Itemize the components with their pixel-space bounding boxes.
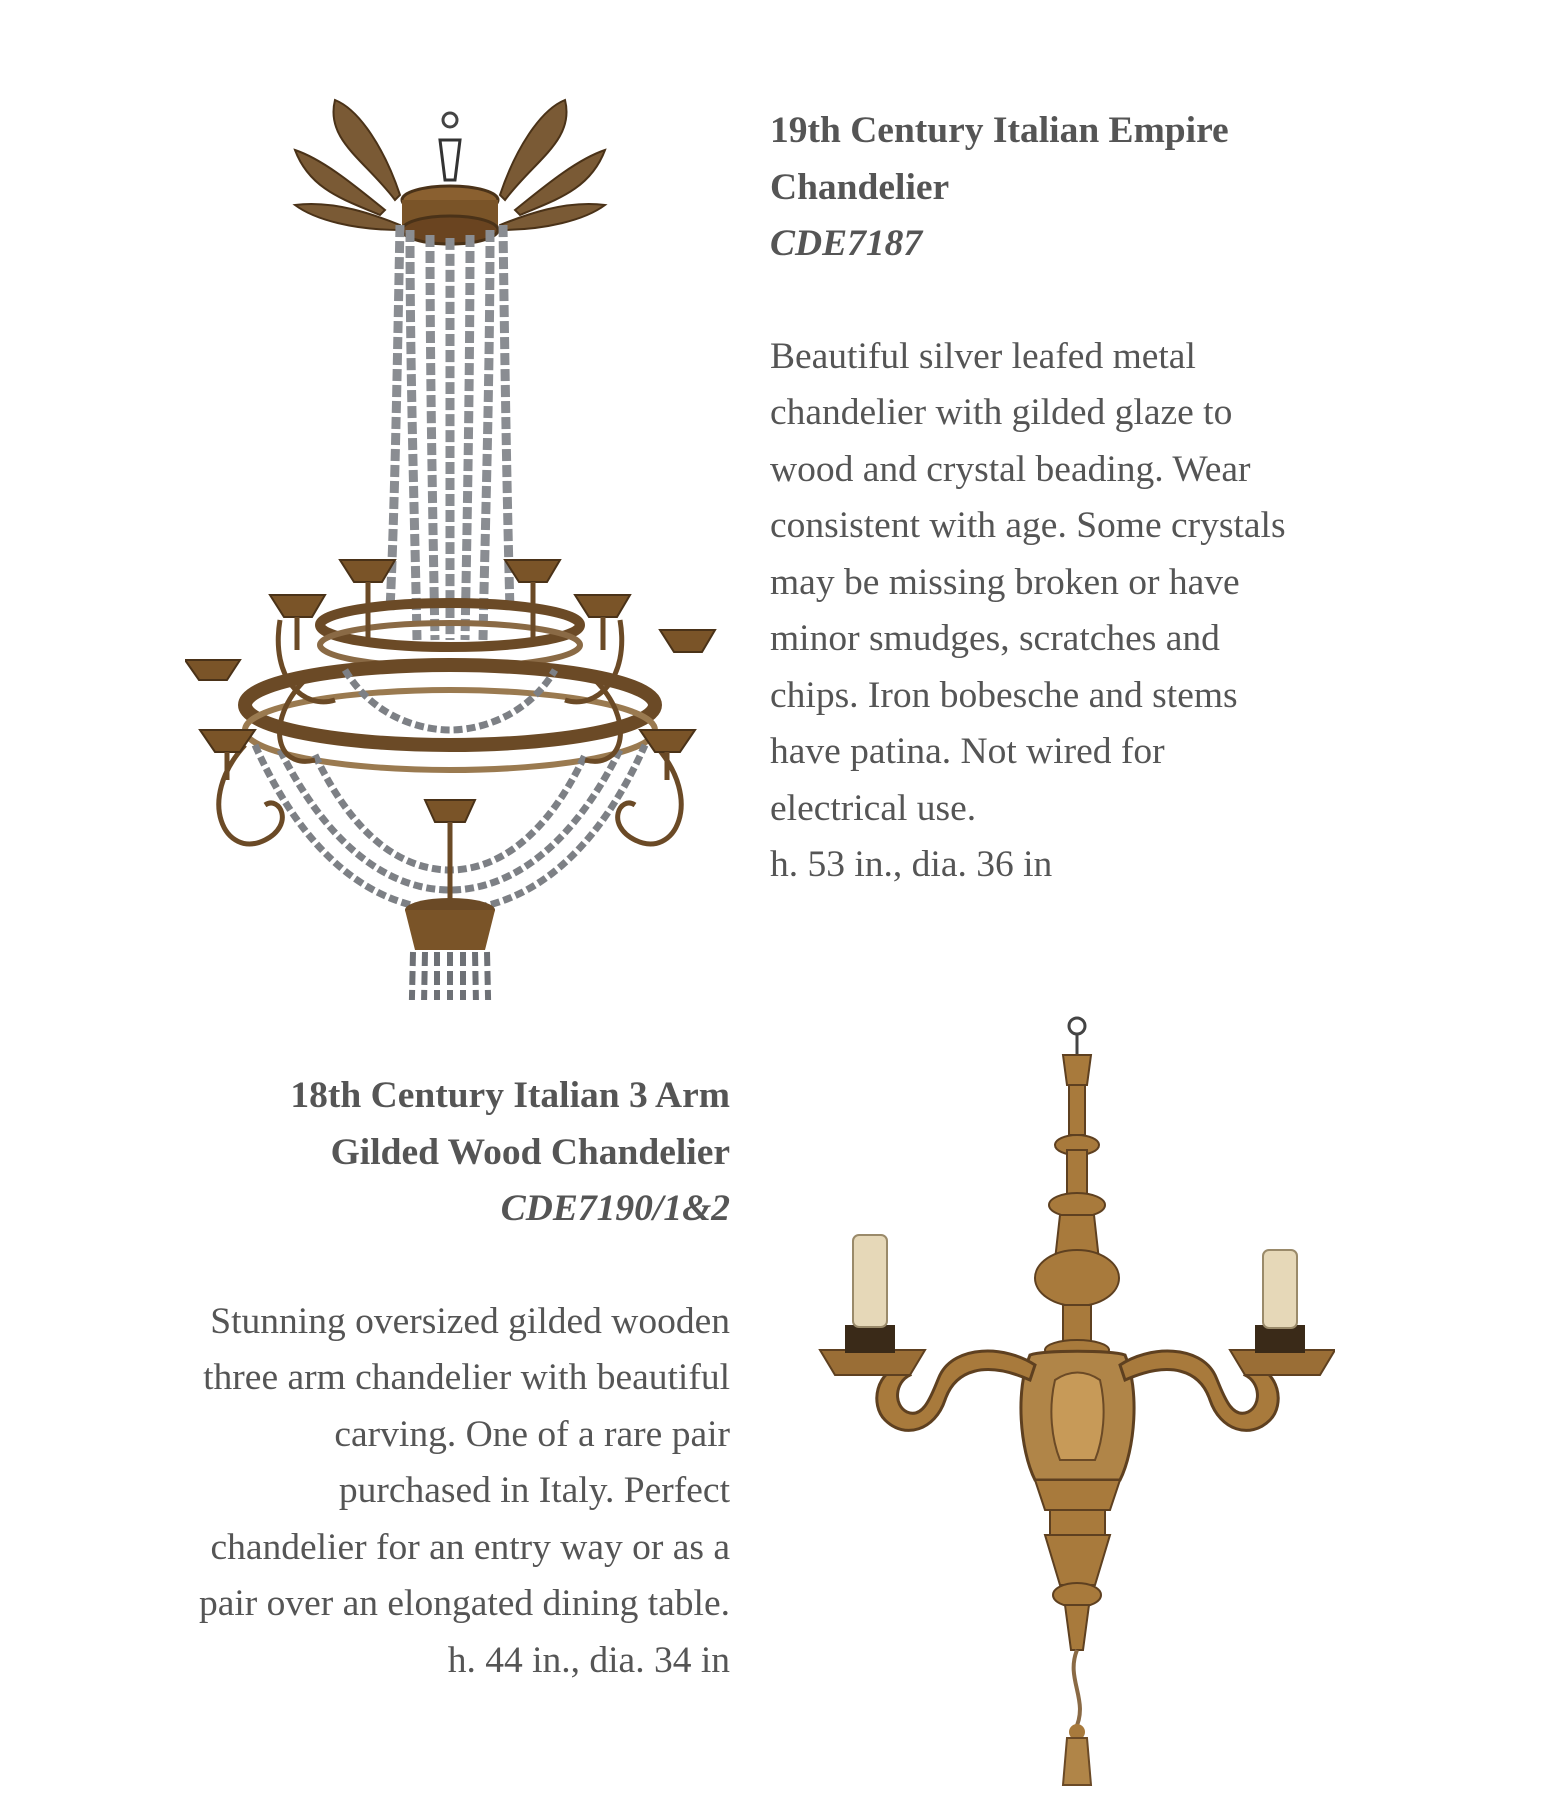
product-title-line: Chandelier xyxy=(770,166,950,208)
product-sku: CDE7190/1&2 xyxy=(500,1188,730,1229)
product-title-line: 18th Century Italian 3 Arm xyxy=(290,1075,730,1116)
description-line: chandelier for an entry way or as a xyxy=(210,1526,730,1568)
description-line: may be missing broken or have xyxy=(770,561,1240,603)
description-line: Beautiful silver leafed metal xyxy=(770,335,1196,377)
description-line: Stunning oversized gilded wooden xyxy=(210,1300,730,1342)
description-line: minor smudges, scratches and xyxy=(770,618,1220,659)
description-line: consistent with age. Some crystals xyxy=(770,505,1286,546)
description-line: wood and crystal beading. Wear xyxy=(770,448,1251,490)
empire-chandelier-image xyxy=(185,80,755,1000)
product-info-gilded xyxy=(30,1068,730,1689)
description-line: three arm chandelier with beautiful xyxy=(203,1357,730,1398)
product-sku: CDE7187 xyxy=(770,223,923,264)
product-dimensions: h. 53 in., dia. 36 in xyxy=(770,844,1053,885)
description-line: carving. One of a rare pair xyxy=(334,1413,730,1455)
product-dimensions: h. 44 in., dia. 34 in xyxy=(447,1639,730,1681)
product-title xyxy=(30,1068,730,1181)
description-line: pair over an elongated dining table. xyxy=(198,1583,730,1624)
product-title-line: 19th Century Italian Empire xyxy=(770,110,1229,151)
description-line: have patina. Not wired for xyxy=(770,731,1165,772)
description-line: chandelier with gilded glaze to xyxy=(770,392,1233,433)
product-title-line: Gilded Wood Chandelier xyxy=(330,1131,730,1173)
description-line: purchased in Italy. Perfect xyxy=(338,1470,730,1511)
gilded-wood-chandelier-image xyxy=(815,1010,1335,1795)
description-line: electrical use. xyxy=(770,787,977,829)
product-description xyxy=(770,329,1470,894)
product-description xyxy=(30,1294,730,1690)
product-info-empire xyxy=(770,103,1470,894)
product-title xyxy=(770,103,1470,216)
description-line: chips. Iron bobesche and stems xyxy=(770,674,1238,716)
